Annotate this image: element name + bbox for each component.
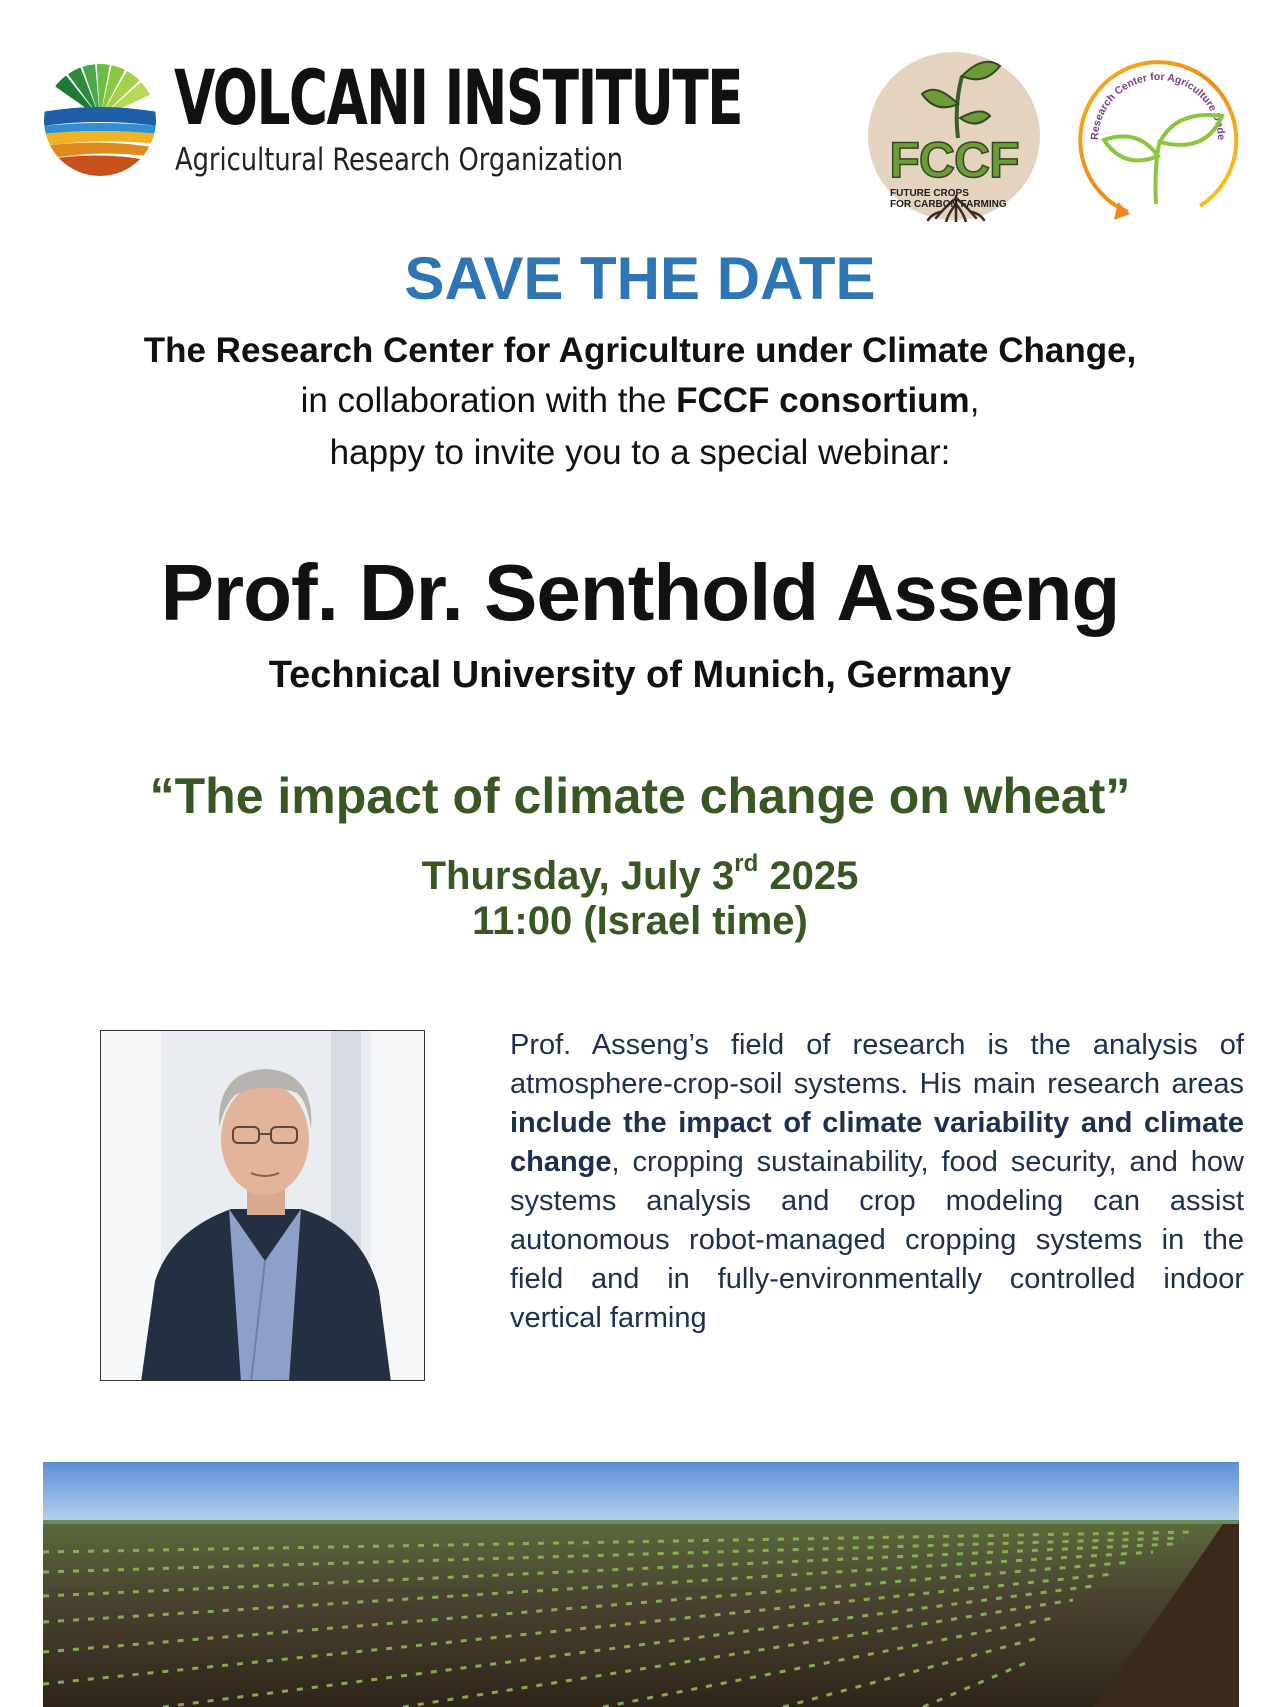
talk-date-year: 2025	[758, 854, 859, 898]
bio-bold: include the impact of climate variability and climate change	[510, 1107, 1244, 1178]
talk-title: “The impact of climate change on wheat”	[149, 768, 1131, 824]
research-center-logo-icon	[1068, 44, 1240, 230]
talk-time: 11:00 (Israel time)	[472, 899, 808, 943]
talk-date	[0, 840, 1280, 900]
org-subtitle: Agricultural Research Organization	[175, 142, 624, 178]
fccf-logo-text: FCCF	[889, 132, 1019, 188]
speaker-portrait	[100, 1030, 425, 1381]
collab-line	[0, 380, 1280, 422]
speaker-bio	[510, 1026, 1244, 1338]
fccf-logo-icon	[866, 46, 1042, 222]
speaker-affiliation: Technical University of Munich, Germany	[268, 654, 1012, 696]
invite-line: happy to invite you to a special webinar:	[329, 433, 951, 472]
host-line: The Research Center for Agriculture under Climate Change,	[143, 331, 1137, 370]
fccf-logo-subtext-2: FOR CARBON FARMING	[890, 199, 1007, 210]
research-center-ring-text: Research Center for Agriculture Unde	[1088, 70, 1228, 141]
bio-part-1: Prof. Asseng’s field of research is the analysis of atmosphere-crop-soil systems. His main research areas	[510, 1029, 1244, 1100]
collab-bold: FCCF consortium	[676, 381, 970, 420]
collab-suffix: ,	[969, 381, 980, 420]
collab-prefix: in collaboration with the	[300, 381, 677, 420]
wheat-field-photo	[43, 1462, 1239, 1707]
talk-date-prefix: Thursday, July 3	[421, 854, 735, 898]
speaker-name: Prof. Dr. Senthold Asseng	[160, 548, 1120, 637]
fccf-logo-subtext-1: FUTURE CROPS	[890, 188, 969, 199]
save-the-date-heading: SAVE THE DATE	[404, 245, 876, 312]
volcani-logo-icon	[42, 62, 158, 178]
org-name: VOLCANI INSTITUTE	[174, 53, 743, 142]
svg-text:Research Center for Agricultur	[1068, 44, 1227, 140]
bio-part-2: , cropping sustainability, food security, and how systems analysis and crop modeling can assist autonomous robot-managed cropping systems in the field and in fully-environmentally controlled indoor vertical farming	[510, 1146, 1244, 1334]
talk-date-ordinal: rd	[734, 850, 759, 877]
